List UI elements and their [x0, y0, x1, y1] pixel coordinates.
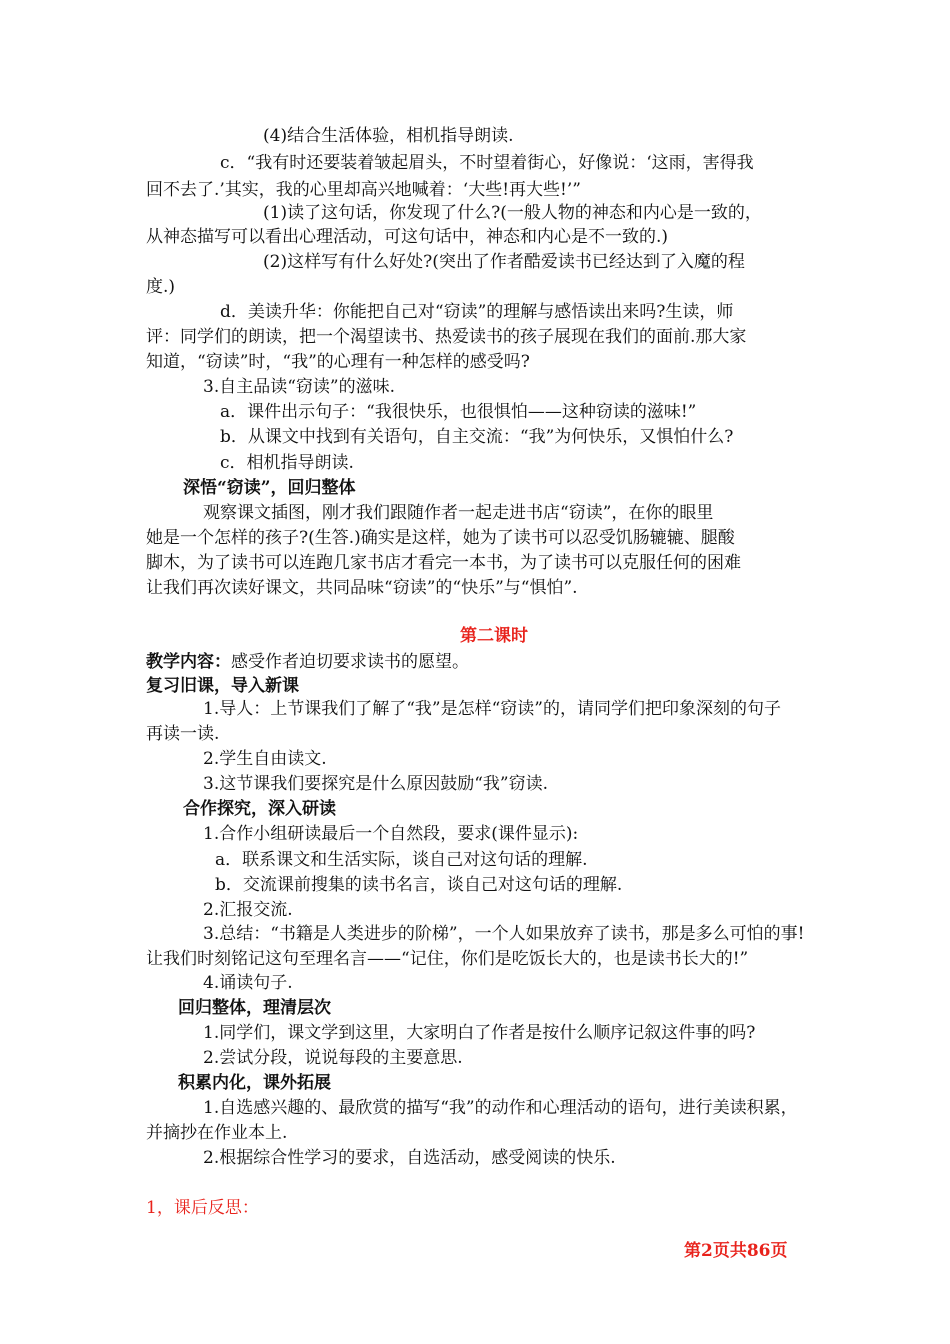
- lesson-title: 第二课时: [460, 626, 528, 646]
- text-line: (1)读了这句话，你发现了什么?(一般人物的神态和内心是一致的，: [263, 203, 762, 223]
- section-heading: 回归整体，理清层次: [178, 998, 331, 1018]
- text-line: 3.自主品读“窃读”的滋味.: [203, 377, 396, 397]
- text-line: d．美读升华：你能把自己对“窃读”的理解与感悟读出来吗?生读，师: [220, 302, 734, 322]
- text-line: 1.同学们，课文学到这里，大家明白了作者是按什么顺序记叙这件事的吗?: [203, 1023, 756, 1043]
- text-line: b．从课文中找到有关语句，自主交流：“我”为何快乐，又惧怕什么?: [220, 427, 734, 447]
- text-line: 她是一个怎样的孩子?(生答.)确实是这样，她为了读书可以忍受饥肠辘辘、腿酸: [146, 528, 735, 548]
- section-heading: 深悟“窃读”，回归整体: [183, 478, 356, 498]
- text-line: 再读一读.: [146, 724, 220, 744]
- page-number: 第2页共86页: [684, 1241, 788, 1261]
- text-line: 让我们时刻铭记这句至理名言——“记住，你们是吃饭长大的，也是读书长大的!”: [146, 949, 749, 969]
- section-heading: 积累内化，课外拓展: [178, 1073, 331, 1093]
- text-line: 并摘抄在作业本上.: [146, 1123, 288, 1143]
- text-line: 2.尝试分段，说说每段的主要意思.: [203, 1048, 463, 1068]
- text-line: 1.自选感兴趣的、最欣赏的描写“我”的动作和心理活动的语句，进行美读积累，: [203, 1098, 798, 1118]
- teaching-content-line: [146, 650, 469, 674]
- text-line: (4)结合生活体验，相机指导朗读.: [263, 126, 514, 146]
- text-line: a．联系课文和生活实际，谈自己对这句话的理解.: [215, 850, 588, 870]
- text-line: 回不去了.’其实，我的心里却高兴地喊着：‘大些!再大些!’”: [146, 180, 581, 200]
- text-line: 从神态描写可以看出心理活动，可这句话中，神态和内心是不一致的.): [146, 227, 669, 247]
- text-line: 度.): [146, 277, 176, 297]
- text-line: 3.总结：“书籍是人类进步的阶梯”，一个人如果放弃了读书，那是多么可怕的事!: [203, 924, 805, 944]
- text-line: 脚木，为了读书可以连跑几家书店才看完一本书，为了读书可以克服任何的困难: [146, 553, 741, 573]
- section-heading: 复习旧课，导入新课: [146, 676, 299, 696]
- text-line: b．交流课前搜集的读书名言，谈自己对这句话的理解.: [215, 875, 623, 895]
- text-line: 知道，“窃读”时，“我”的心理有一种怎样的感受吗?: [146, 352, 530, 372]
- text-line: 1.导人：上节课我们了解了“我”是怎样“窃读”的，请同学们把印象深刻的句子: [203, 699, 781, 719]
- text-line: 2.学生自由读文.: [203, 749, 327, 769]
- text-line: 观察课文插图，刚才我们跟随作者一起走进书店“窃读”，在你的眼里: [203, 503, 714, 523]
- text-line: 2.根据综合性学习的要求，自选活动，感受阅读的快乐.: [203, 1148, 616, 1168]
- teaching-content-label: 教学内容：: [146, 652, 231, 672]
- text-line: 评：同学们的朗读，把一个渴望读书、热爱读书的孩子展现在我们的面前.那大家: [146, 327, 747, 347]
- teaching-content-text: 感受作者迫切要求读书的愿望。: [231, 652, 469, 672]
- text-line: 1.合作小组研读最后一个自然段，要求(课件显示):: [203, 824, 579, 844]
- text-line: a．课件出示句子：“我很快乐，也很惧怕——这种窃读的滋味!”: [220, 402, 697, 422]
- text-line: 4.诵读句子.: [203, 973, 293, 993]
- text-line: 3.这节课我们要探究是什么原因鼓励“我”窃读.: [203, 774, 549, 794]
- reflection-label: 1，课后反思：: [146, 1198, 259, 1218]
- text-line: (2)这样写有什么好处?(突出了作者酷爱读书已经达到了入魔的程: [263, 252, 745, 272]
- text-line: 2.汇报交流.: [203, 900, 293, 920]
- text-line: c．相机指导朗读.: [220, 453, 354, 473]
- section-heading: 合作探究，深入研读: [183, 799, 336, 819]
- text-line: c．“我有时还要装着皱起眉头，不时望着街心，好像说：‘这雨，害得我: [220, 153, 754, 173]
- text-line: 让我们再次读好课文，共同品味“窃读”的“快乐”与“惧怕”.: [146, 578, 578, 598]
